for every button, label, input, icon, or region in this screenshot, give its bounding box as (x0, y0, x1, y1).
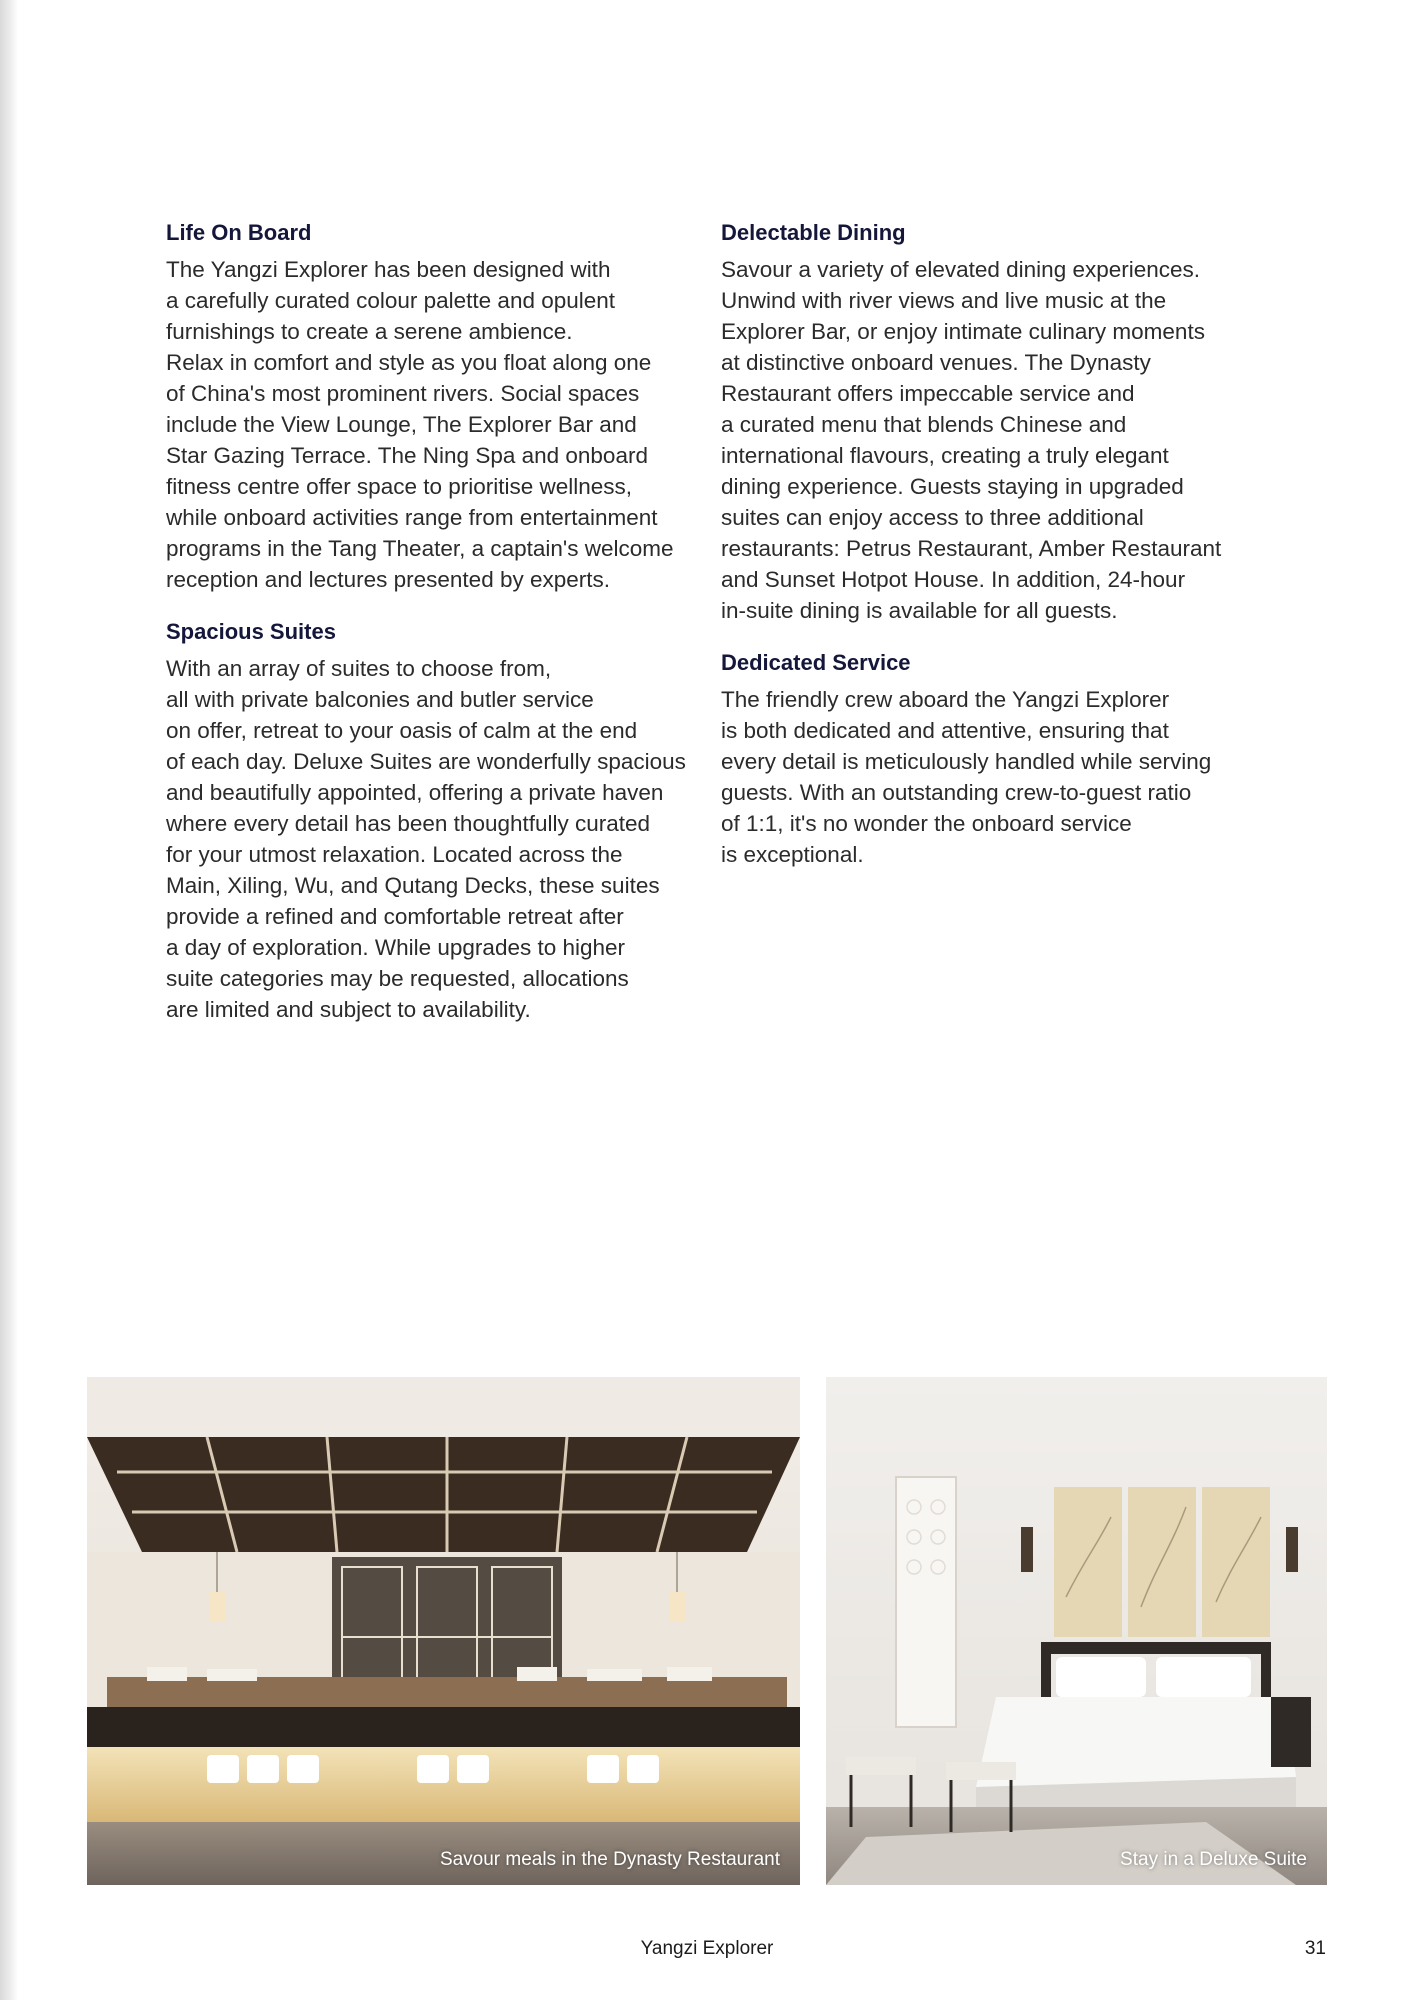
suite-caption: Stay in a Deluxe Suite (1120, 1849, 1307, 1870)
life-on-board-body: The Yangzi Explorer has been designed with a carefully curated colour palette and opulent furnishings to create a serene ambience. Relax in comfort and style as you float along one of China's most prominent rivers. Social spaces include the View Lounge, The Explorer Bar and Star Gazing Terrace. The Ning Spa and onboard fitness centre offer space to prioritise wellness, while onboard activities range from entertainment programs in the Tang Theater, a captain's welcome reception and lectures presented by experts. (166, 257, 674, 592)
suite-illustration (826, 1377, 1327, 1885)
life-on-board-heading: Life On Board (166, 220, 312, 245)
page-number: 31 (1304, 1938, 1326, 1959)
right-column (721, 218, 1281, 892)
section-spacious-suites (166, 617, 726, 1025)
spacious-suites-heading: Spacious Suites (166, 619, 336, 644)
section-delectable-dining (721, 218, 1281, 626)
restaurant-caption: Savour meals in the Dynasty Restaurant (439, 1849, 780, 1870)
restaurant-illustration (87, 1377, 800, 1885)
footer-title: Yangzi Explorer (640, 1938, 774, 1959)
dedicated-service-body: The friendly crew aboard the Yangzi Explorer is both dedicated and attentive, ensuring that every detail is meticulously handled while serving guests. With an outstanding crew-to-guest ratio of 1:1, it's no wonder the onboard service is exceptional. (721, 687, 1212, 867)
restaurant-photo (87, 1377, 800, 1885)
delectable-dining-body: Savour a variety of elevated dining experiences. Unwind with river views and live music at the Explorer Bar, or enjoy intimate culinary moments at distinctive onboard venues. The Dynasty Restaurant offers impeccable service and a curated menu that blends Chinese and international flavours, creating a truly elegant dining experience. Guests staying in upgraded suites can enjoy access to three additional restaurants: Petrus Restaurant, Amber Restaurant and Sunset Hotpot House. In addition, 24-hour in-suite dining is available for all guests. (721, 257, 1222, 623)
delectable-dining-heading: Delectable Dining (721, 220, 906, 245)
section-dedicated-service (721, 648, 1281, 870)
section-life-on-board (166, 218, 726, 595)
left-column (166, 218, 726, 1047)
dedicated-service-heading: Dedicated Service (721, 650, 911, 675)
page-spine-shadow (0, 0, 18, 2000)
suite-photo (826, 1377, 1327, 1885)
spacious-suites-body: With an array of suites to choose from, all with private balconies and butler service on offer, retreat to your oasis of calm at the end of each day. Deluxe Suites are wonderfully spacious and beautifully appointed, offering a private haven where every detail has been thoughtfully curated for your utmost relaxation. Located across the Main, Xiling, Wu, and Qutang Decks, these suites provide a refined and comfortable retreat after a day of exploration. While upgrades to higher suite categories may be requested, allocations are limited and subject to availability. (166, 656, 686, 1022)
